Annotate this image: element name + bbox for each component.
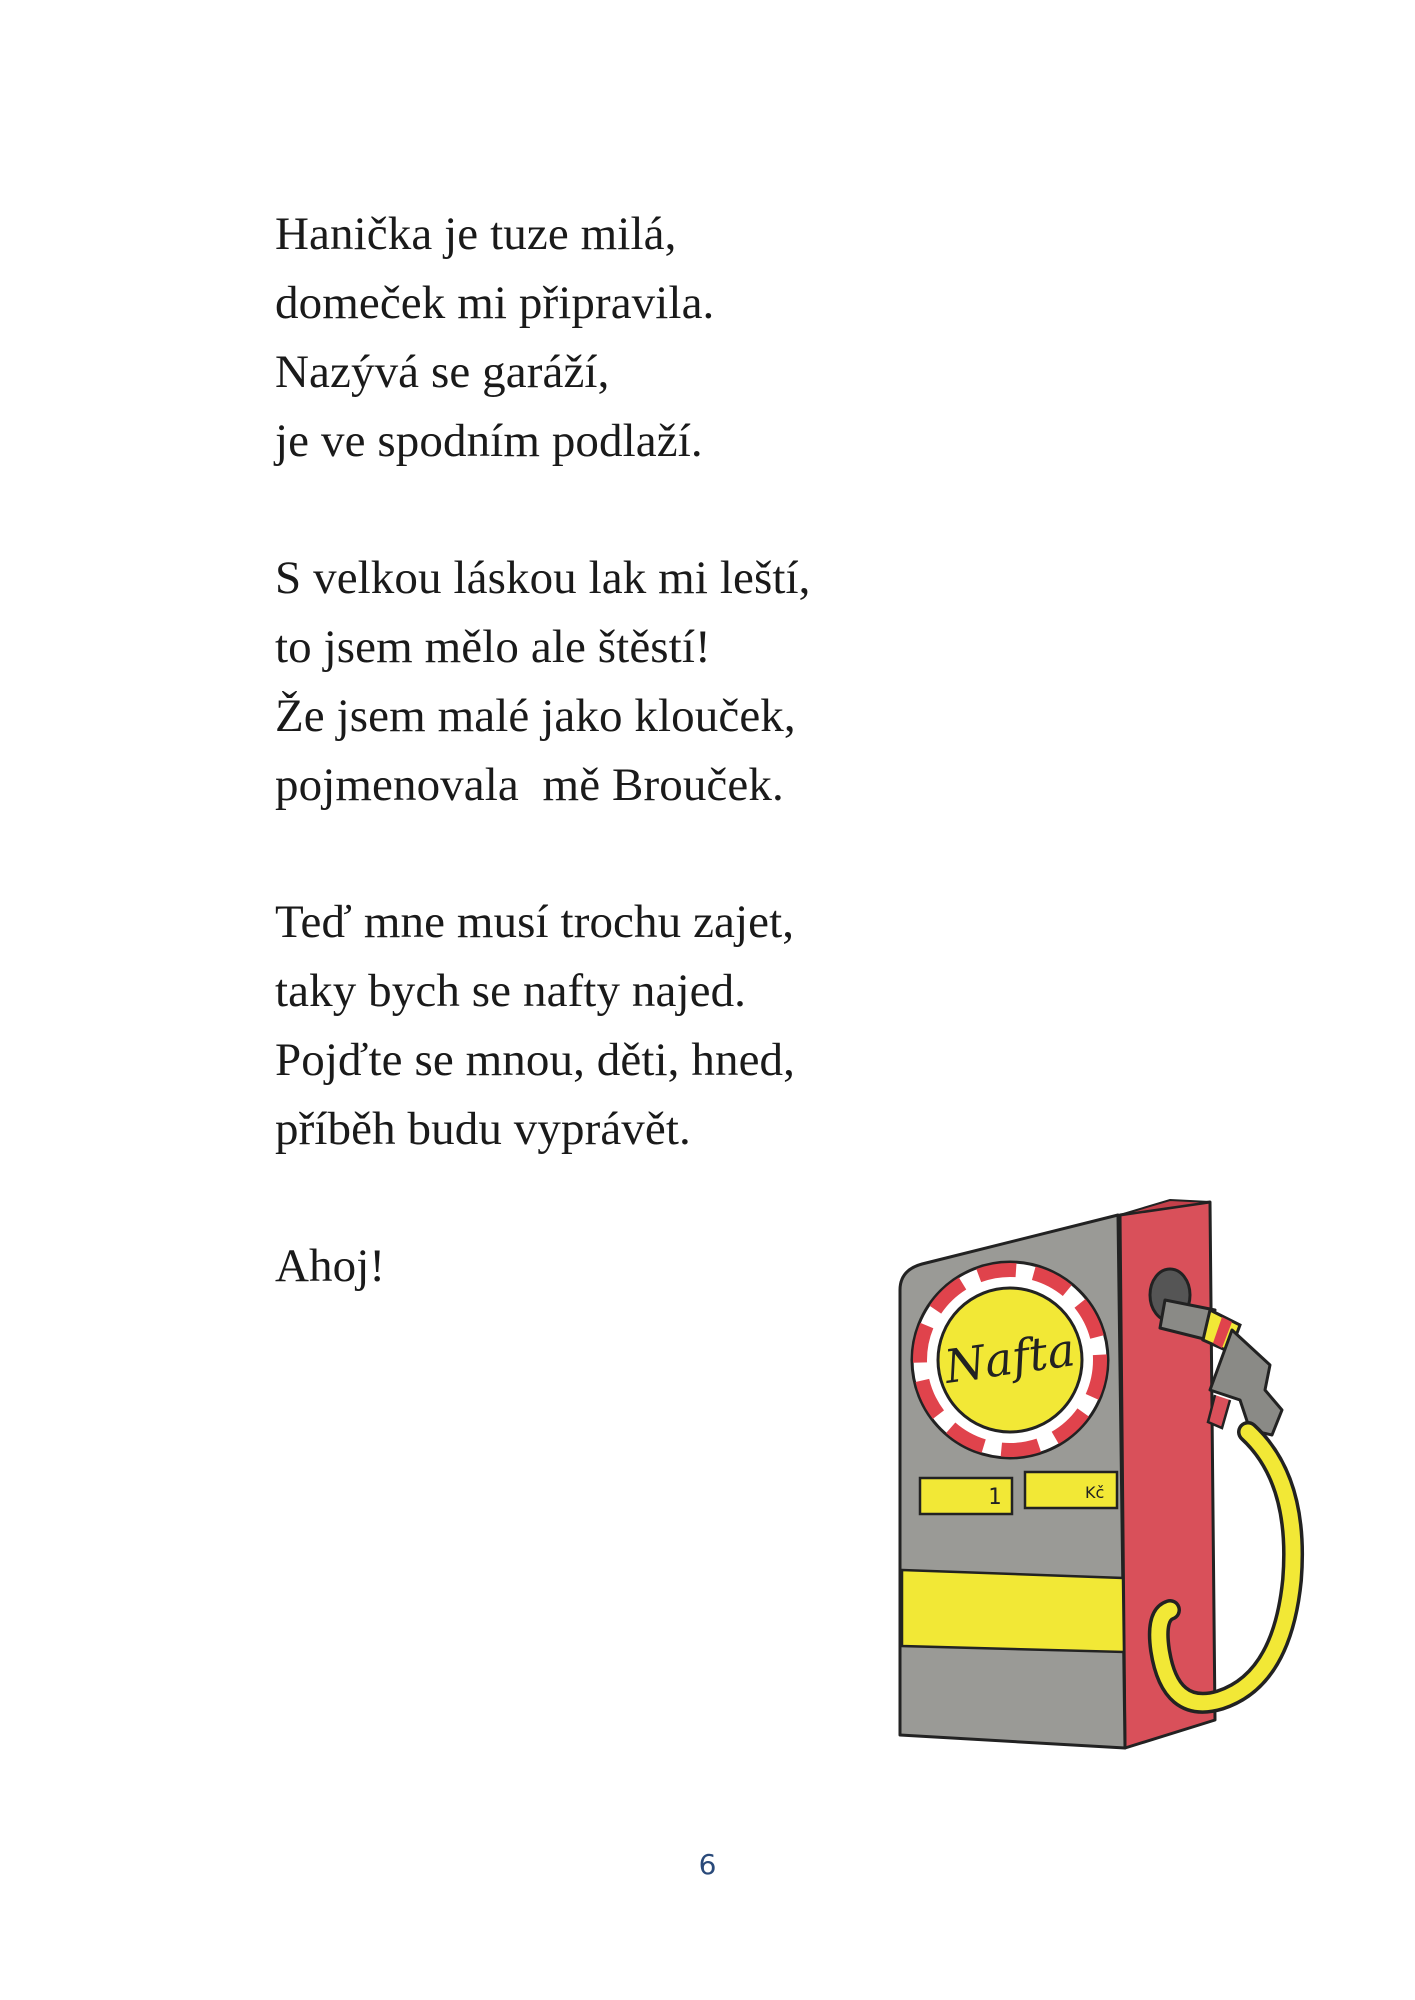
poem-line: Teď mne musí trochu zajet, <box>275 896 795 948</box>
page-number: 6 <box>698 1848 717 1881</box>
stanza-1 <box>275 200 975 476</box>
display-right-value: Kč <box>1085 1483 1105 1502</box>
display-left-value: 1 <box>988 1485 1002 1510</box>
poem-line: Hanička je tuze milá, <box>275 208 677 260</box>
poem-line: Pojďte se mnou, děti, hned, <box>275 1034 795 1086</box>
stanza-2 <box>275 544 975 820</box>
poem-line: Nazývá se garáží, <box>275 346 610 398</box>
poem-line: příběh budu vyprávět. <box>275 1103 691 1155</box>
poem-line: je ve spodním podlaží. <box>275 415 703 467</box>
sign-text: Nafta <box>941 1322 1079 1394</box>
stanza-3 <box>275 888 975 1164</box>
pump-yellow-band <box>902 1570 1124 1652</box>
poem-line: Že jsem malé jako klouček, <box>275 690 796 742</box>
poem-line: taky bych se nafty najed. <box>275 965 747 1017</box>
poem-line: Ahoj! <box>275 1240 386 1292</box>
poem-line: S velkou láskou lak mi leští, <box>275 552 811 604</box>
fuel-pump-icon <box>870 1160 1340 1790</box>
poem-line: pojmenovala mě Brouček. <box>275 759 784 811</box>
poem-line: domeček mi připravila. <box>275 277 715 329</box>
poem-line: to jsem mělo ale štěstí! <box>275 621 711 673</box>
